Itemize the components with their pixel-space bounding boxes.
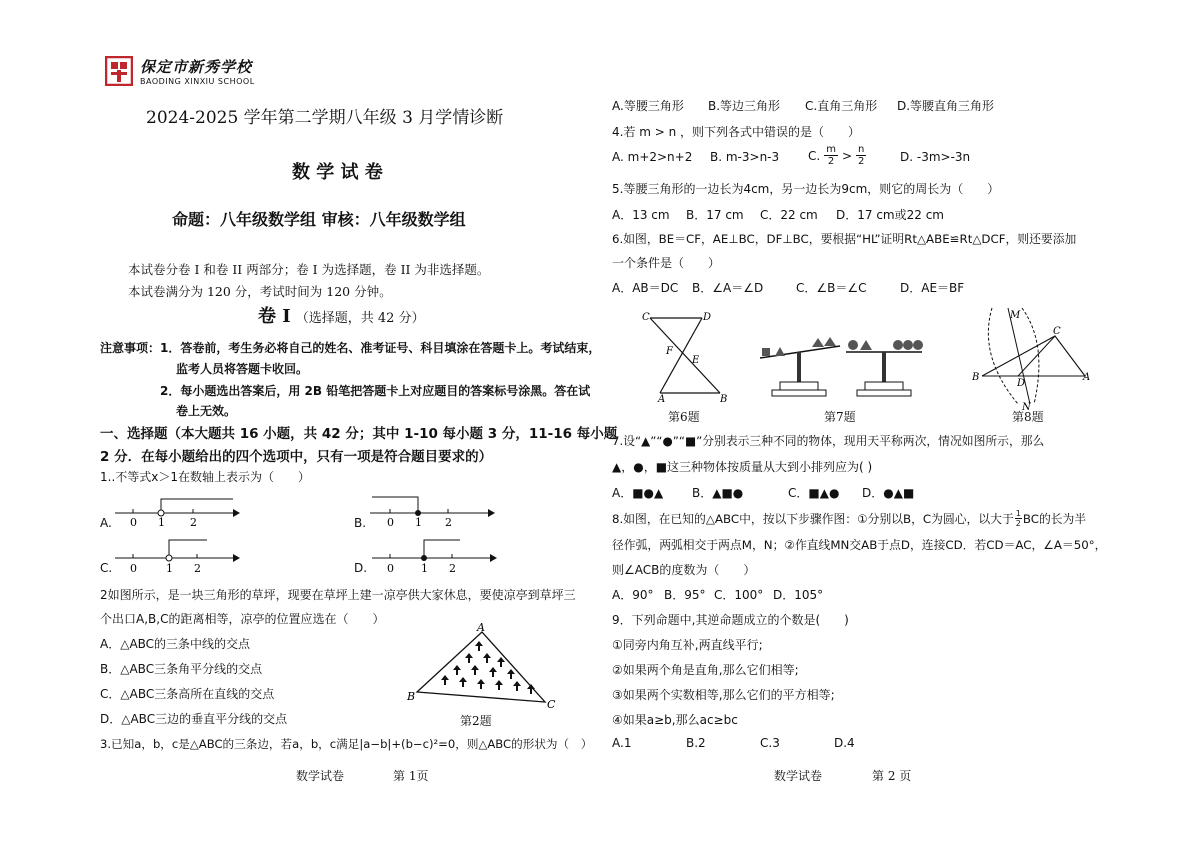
section-1-line-b: 2 分．在每小题给出的四个选项中，只有一项是符合题目要求的） <box>100 449 493 465</box>
triangle-icon <box>860 340 872 350</box>
fig8-caption: 第8题 <box>1012 410 1044 424</box>
tick-1: 1 <box>421 562 428 574</box>
q5-option-c: C．22 cm <box>760 208 818 222</box>
q9-item-4: ④如果a≥b,那么ac≥bc <box>612 713 738 727</box>
q8-option-a: A．90° <box>612 588 654 602</box>
intro-line-2: 本试卷满分为 120 分，考试时间为 120 分钟。 <box>128 284 392 299</box>
q1-numberline-d <box>372 536 497 574</box>
q3-option-d: D.等腰直角三角形 <box>897 99 995 113</box>
q4-option-c-label: C. <box>808 148 821 163</box>
fig8-construction <box>970 300 1095 412</box>
fig6-label-c: C <box>642 312 650 323</box>
balance-2 <box>846 340 923 396</box>
q8-text-post: BC的长为半 <box>1022 512 1087 526</box>
question-6-line-a: 6.如图，BE＝CF，AE⊥BC，DF⊥BC，要根据“HL”证明Rt△ABE≌Rt△DCF，则还要添加 <box>612 232 1077 246</box>
fig6-label-d: D <box>703 312 712 323</box>
school-logo-icon <box>105 56 133 86</box>
q4-option-b: B. m-3>n-3 <box>710 150 780 164</box>
q8-fraction <box>1015 509 1022 528</box>
q8-fraction-num: 1 <box>1015 509 1021 518</box>
question-2-line-b: 个出口A,B,C的距离相等，凉亭的位置应选在（ ） <box>100 612 385 626</box>
q1-option-c-label: C. <box>100 561 113 575</box>
fig6-label-f: F <box>666 346 673 357</box>
q2-caption: 第2题 <box>460 714 492 728</box>
q1-numberline-c <box>115 536 240 574</box>
q2-option-d: D．△ABC三边的垂直平分线的交点 <box>100 712 288 726</box>
fig6-label-a: A <box>658 394 666 403</box>
part-subtitle: （选择题，共 42 分） <box>295 311 425 326</box>
q3-option-b: B.等边三角形 <box>708 99 781 113</box>
tri-label-b: B <box>407 690 416 703</box>
tick-0: 0 <box>130 562 137 574</box>
fig7-caption: 第7题 <box>824 410 856 424</box>
footer-left-page: 第 1页 <box>393 769 429 783</box>
q8-option-b: B．95° <box>664 588 706 602</box>
tick-2: 2 <box>190 516 197 529</box>
question-8-line-a <box>612 509 1086 528</box>
q4-option-d: D. -3m>-3n <box>900 150 971 164</box>
footer-right-page: 第 2 页 <box>872 769 912 783</box>
q2-option-a: A．△ABC的三条中线的交点 <box>100 637 251 651</box>
tick-1: 1 <box>166 562 173 574</box>
q3-option-a: A.等腰三角形 <box>612 99 684 113</box>
notes-label: 注意事项： <box>100 341 161 355</box>
q1-numberline-b <box>370 493 495 529</box>
q3-option-c: C.直角三角形 <box>805 99 878 113</box>
note-2b: 卷上无效。 <box>176 404 237 418</box>
q4-frac-right-den: 2 <box>858 156 865 167</box>
q8-text-pre: 8.如图，在已知的△ABC中，按以下步骤作图：①分别以B，C为圆心，以大于 <box>612 512 1014 526</box>
square-icon <box>762 348 770 356</box>
grass-pattern <box>441 641 535 694</box>
question-4: 4.若 m > n ，则下列各式中错误的是（ ） <box>612 125 861 139</box>
q1-option-d-label: D. <box>354 561 368 575</box>
q8-fraction-den: 2 <box>1015 519 1021 528</box>
q4-option-c <box>808 144 866 167</box>
q4-frac-left-den: 2 <box>827 156 835 167</box>
note-1b: 监考人员将答题卡收回。 <box>176 362 309 376</box>
q5-option-a: A．13 cm <box>612 208 670 222</box>
q4-frac-right-num: n <box>858 144 865 155</box>
tick-1: 1 <box>158 516 165 529</box>
tick-2: 2 <box>194 562 201 574</box>
q2-option-b: B．△ABC三条角平分线的交点 <box>100 662 263 676</box>
triangle-icon <box>812 338 824 347</box>
question-3: 3.已知a，b，c是△ABC的三条边，若a，b，c满足|a−b|+(b−c)²=0，则△ABC的形状为（ ） <box>100 737 593 751</box>
q2-triangle-figure <box>405 622 565 712</box>
q9-item-1: ①同旁内角互补,两直线平行; <box>612 638 763 652</box>
triangle-icon <box>824 337 836 346</box>
fig7-balances <box>752 330 932 405</box>
fig6-label-e: E <box>692 355 700 366</box>
q5-option-d: D．17 cm或22 cm <box>836 208 944 222</box>
q9-option-a: A.1 <box>612 736 632 750</box>
footer-left-subject: 数学试卷 <box>296 769 345 783</box>
q9-item-2: ②如果两个角是直角,那么它们相等; <box>612 663 799 677</box>
q7-option-d: D．●▲■ <box>862 486 915 500</box>
q6-option-a: A．AB＝DC <box>612 281 679 295</box>
question-9: 9．下列命题中,其逆命题成立的个数是( ) <box>612 613 849 627</box>
fig8-label-n: N <box>1022 402 1031 412</box>
question-8-line-c: 则∠ACB的度数为（ ） <box>612 563 756 577</box>
q9-option-d: D.4 <box>834 736 855 750</box>
footer-right-subject: 数学试卷 <box>774 769 823 783</box>
fig6-diagram <box>640 308 740 403</box>
q4-gt: > <box>841 148 853 163</box>
part-heading <box>258 302 425 328</box>
fig8-label-a: A <box>1083 372 1091 383</box>
question-2-line-a: 2如图所示，是一块三角形的草坪，现要在草坪上建一凉亭供大家休息，要使凉亭到草坪三 <box>100 588 576 602</box>
q2-option-c: C．△ABC三条高所在直线的交点 <box>100 687 275 701</box>
q1-option-b-label: B. <box>354 516 367 530</box>
fig8-label-c: C <box>1053 326 1061 337</box>
q6-option-c: C．∠B＝∠C <box>796 281 867 295</box>
q7-option-a: A．■●▲ <box>612 486 664 500</box>
question-8-line-b: 径作弧，两弧相交于两点M，N；②作直线MN交AB于点D，连接CD．若CD＝AC，∠A＝50°， <box>612 538 1107 552</box>
circle-icon <box>848 340 858 350</box>
fig6-label-b: B <box>720 394 728 403</box>
fig8-label-m: M <box>1010 310 1021 321</box>
note-2a: 2．每小题选出答案后，用 2B 铅笔把答题卡上对应题目的答案标号涂黑。答在试 <box>160 384 591 398</box>
triangle-icon <box>775 347 785 356</box>
circle-icon <box>913 340 923 350</box>
q8-option-d: D．105° <box>773 588 824 602</box>
q4-frac-left <box>824 144 838 167</box>
fig6-caption: 第6题 <box>668 410 700 424</box>
school-name-cn: 保定市新秀学校 <box>140 58 253 76</box>
fig8-label-d: D <box>1017 378 1026 389</box>
authors-line: 命题：八年级数学组 审核：八年级数学组 <box>172 210 466 229</box>
section-1-line-a: 一、选择题（本大题共 16 小题，共 42 分；其中 1-10 每小题 3 分，11-16 每小题 <box>100 426 618 442</box>
q6-option-d: D．AE＝BF <box>900 281 965 295</box>
q5-option-b: B．17 cm <box>686 208 744 222</box>
tri-label-a: A <box>477 622 485 634</box>
q4-option-a: A. m+2>n+2 <box>612 150 693 164</box>
question-7-line-a: 7.设“▲”“●”“■”分别表示三种不同的物体，现用天平称两次，情况如图所示，那么 <box>612 434 1045 448</box>
intro-line-1: 本试卷分卷 I 和卷 II 两部分；卷 I 为选择题，卷 II 为非选择题。 <box>128 262 490 277</box>
q4-frac-right <box>856 144 866 167</box>
q9-option-c: C.3 <box>760 736 780 750</box>
tick-2: 2 <box>449 562 456 574</box>
q7-option-b: B．▲■● <box>692 486 744 500</box>
balance-1 <box>760 337 840 396</box>
q1-option-a-label: A. <box>100 516 112 530</box>
q9-item-3: ③如果两个实数相等,那么它们的平方相等; <box>612 688 835 702</box>
q4-frac-left-num: m <box>826 144 836 155</box>
fig8-label-b: B <box>972 372 980 383</box>
note-1a: 1．答卷前，考生务必将自己的姓名、准考证号、科目填涂在答题卡上。考试结束， <box>160 341 601 355</box>
school-logo <box>105 56 133 90</box>
tick-2: 2 <box>445 516 452 529</box>
circle-icon <box>893 340 903 350</box>
question-6-line-b: 一个条件是（ ） <box>612 256 721 270</box>
q6-option-b: B．∠A＝∠D <box>692 281 764 295</box>
question-1: 1..不等式x＞1在数轴上表示为（ ） <box>100 470 311 484</box>
question-5: 5.等腰三角形的一边长为4cm，另一边长为9cm，则它的周长为（ ） <box>612 182 1000 196</box>
q9-option-b: B.2 <box>686 736 706 750</box>
q7-option-c: C．■▲● <box>788 486 840 500</box>
tick-0: 0 <box>387 562 394 574</box>
q8-option-c: C．100° <box>714 588 764 602</box>
tick-0: 0 <box>130 516 137 529</box>
tick-0: 0 <box>387 516 394 529</box>
part-title: 卷 I <box>258 306 291 327</box>
tick-1: 1 <box>415 516 422 529</box>
exam-title: 2024-2025 学年第二学期八年级 3 月学情诊断 <box>146 108 504 128</box>
tri-label-c: C <box>547 698 556 711</box>
circle-icon <box>903 340 913 350</box>
subject-title: 数 学 试 卷 <box>292 162 383 183</box>
q1-numberline-a <box>115 493 240 529</box>
school-name-en: BAODING XINXIU SCHOOL <box>140 77 255 86</box>
question-7-line-b: ▲，●，■这三种物体按质量从大到小排列应为( ) <box>612 460 873 474</box>
